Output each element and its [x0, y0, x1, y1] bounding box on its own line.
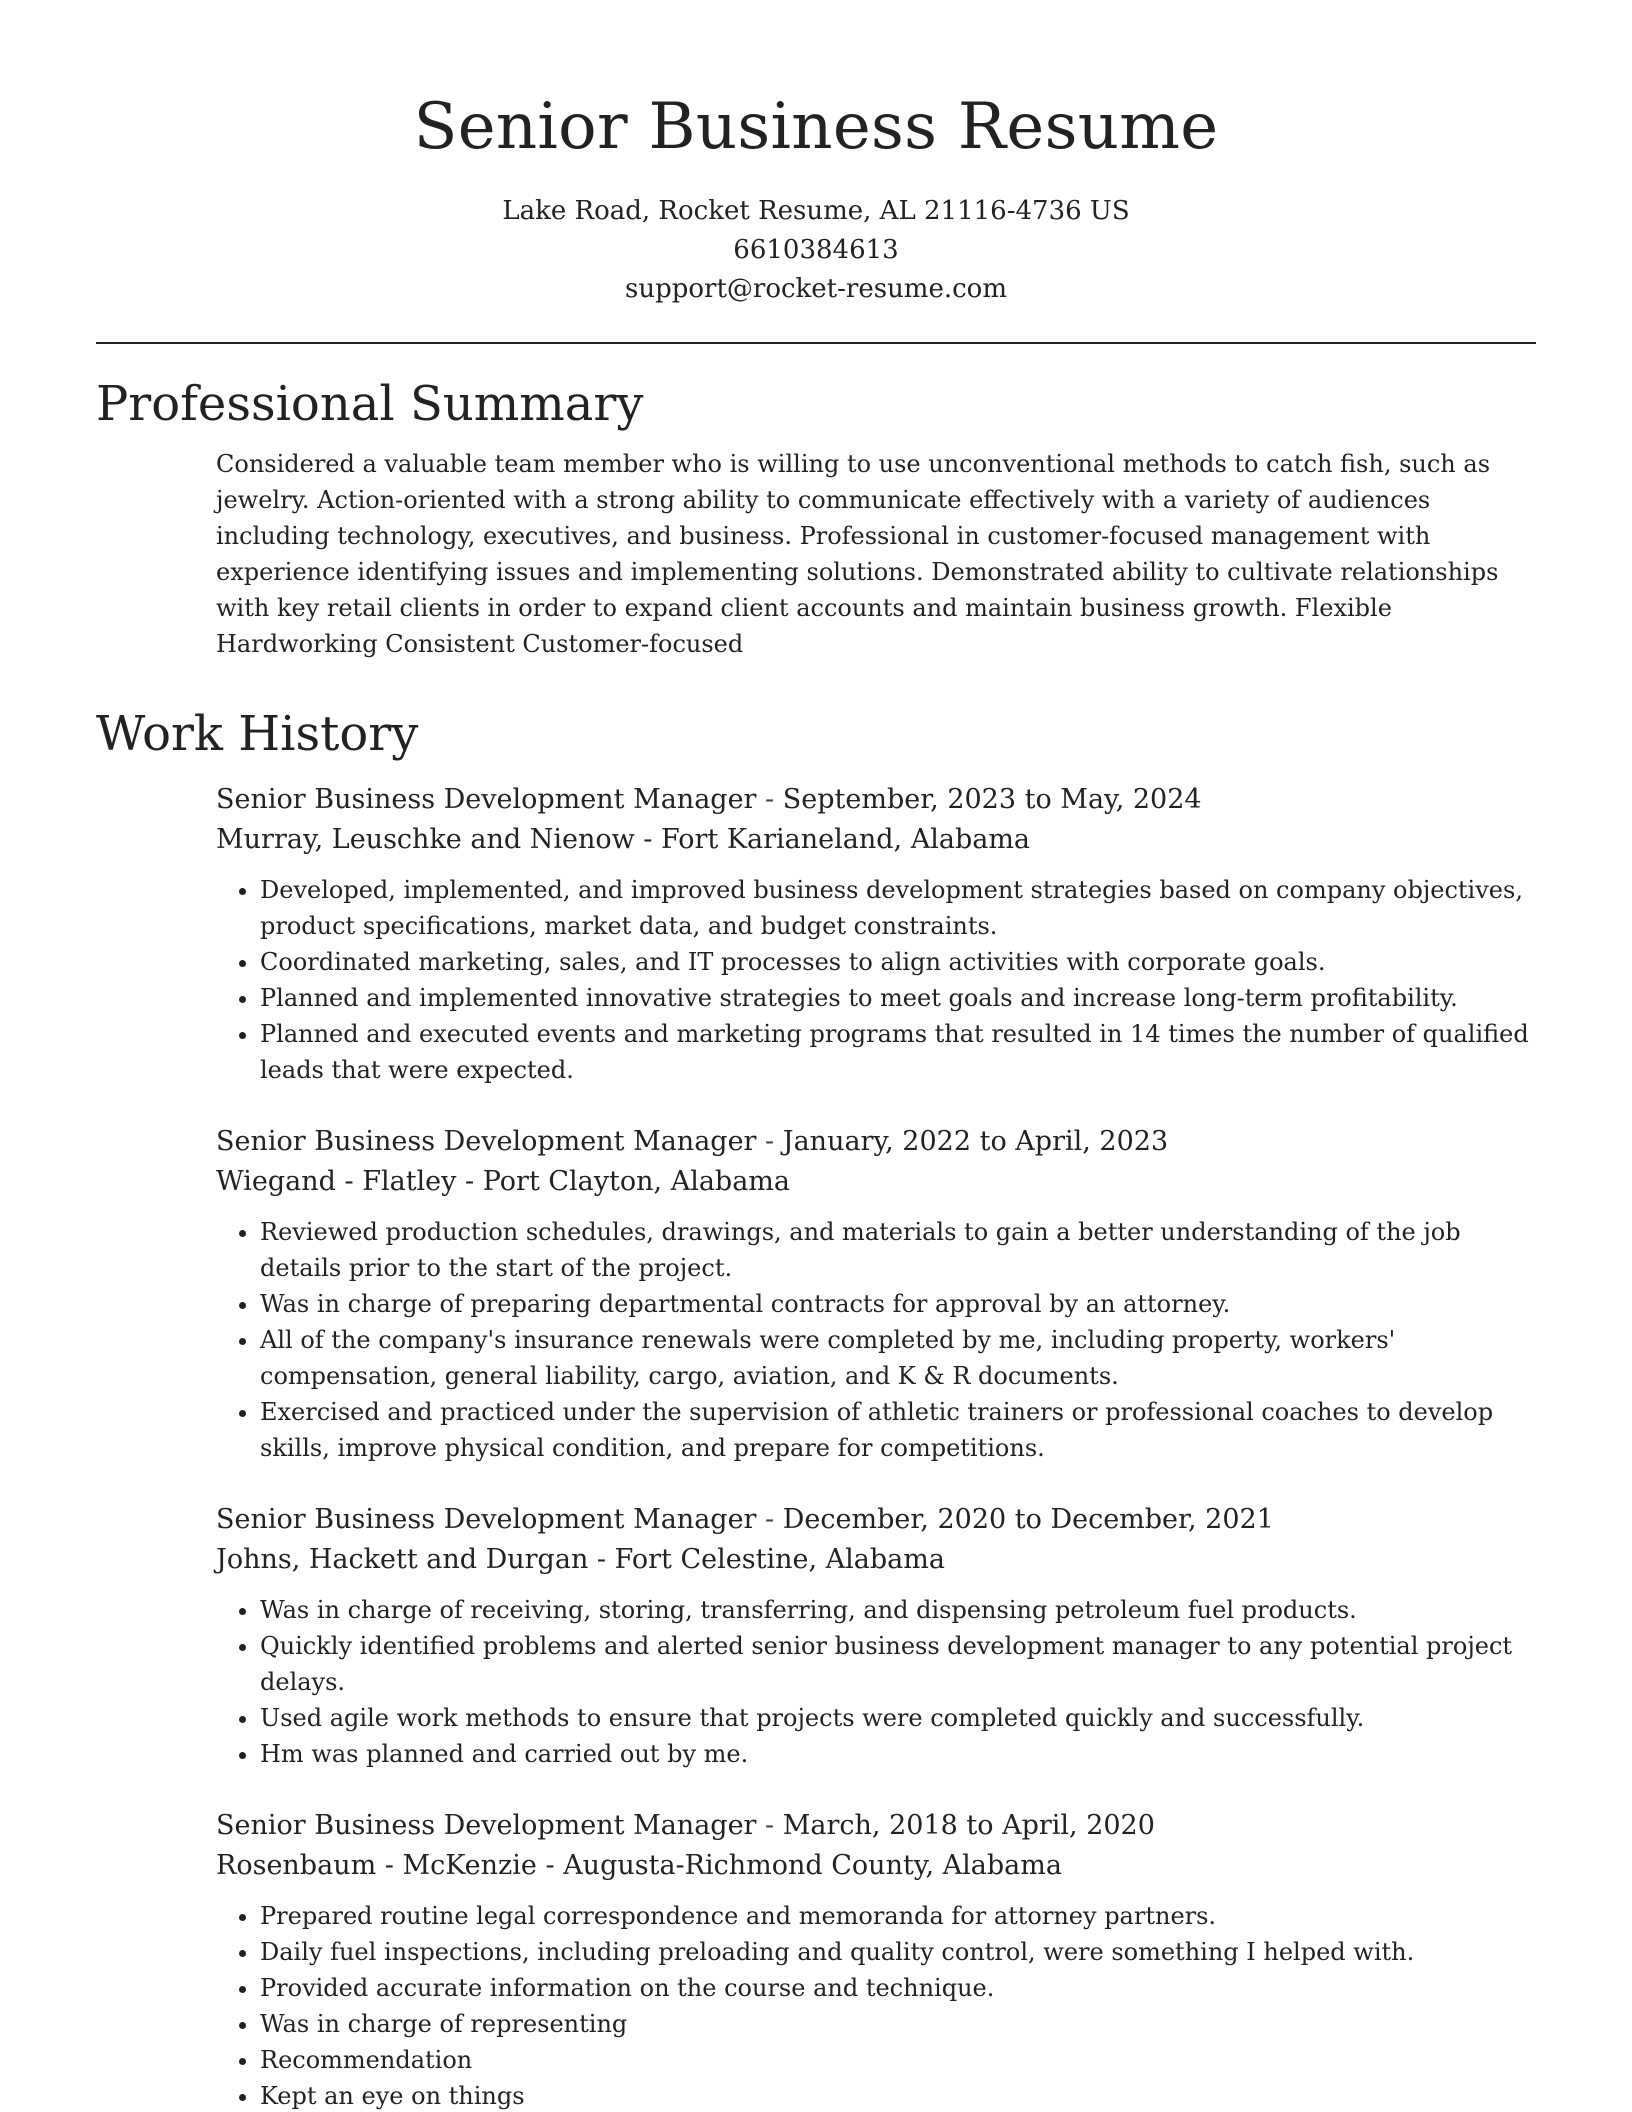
job-title-line	[216, 1806, 1536, 1846]
job-bullets	[216, 1592, 1536, 1772]
bullet-item: • Was in charge of preparing departmental contracts for approval by an attorney.	[260, 1286, 1536, 1322]
job-title: Senior Business Development Manager	[216, 1504, 757, 1535]
job-entry	[216, 1122, 1536, 1466]
job-location: Fort Celestine, Alabama	[614, 1544, 945, 1575]
job-entry	[216, 780, 1536, 1088]
separator: -	[456, 1166, 483, 1197]
job-spacer	[216, 1772, 1536, 1806]
separator: -	[756, 784, 783, 815]
address: Lake Road, Rocket Resume, AL 21116-4736 US	[502, 196, 1130, 226]
bullet-item: • Kept an eye on things	[260, 2078, 1536, 2112]
company-name: Johns, Hackett and Durgan	[216, 1544, 589, 1575]
job-location: Augusta-Richmond County, Alabama	[563, 1850, 1062, 1881]
bullet-item: • Quickly identified problems and alerted senior business development manager to any potential project delays.	[260, 1628, 1536, 1700]
bullet-item: • Was in charge of receiving, storing, transferring, and dispensing petroleum fuel products.	[260, 1592, 1536, 1628]
summary-heading: Professional Summary	[96, 376, 644, 432]
job-dates: January, 2022 to April, 2023	[782, 1126, 1169, 1157]
email: support@rocket-resume.com	[624, 274, 1007, 304]
job-dates: September, 2023 to May, 2024	[782, 784, 1202, 815]
bullet-item: • All of the company's insurance renewals were completed by me, including property, workers' compensation, general liability, cargo, aviation, and K & R documents.	[260, 1322, 1536, 1394]
bullet-item: • Provided accurate information on the course and technique.	[260, 1970, 1536, 2006]
phone: 6610384613	[733, 235, 899, 265]
job-location: Fort Karianeland, Alabama	[661, 824, 1031, 855]
separator: -	[536, 1850, 564, 1881]
bullet-item: • Hm was planned and carried out by me.	[260, 1736, 1536, 1772]
bullet-item: • Recommendation	[260, 2042, 1536, 2078]
job-bullets	[216, 1898, 1536, 2112]
header-divider	[96, 342, 1536, 344]
bullet-item: • Coordinated marketing, sales, and IT processes to align activities with corporate goals.	[260, 944, 1536, 980]
job-dates: March, 2018 to April, 2020	[782, 1810, 1155, 1841]
separator: -	[588, 1544, 615, 1575]
job-title-line	[216, 1122, 1536, 1162]
job-title: Senior Business Development Manager	[216, 1810, 757, 1841]
job-entry	[216, 1806, 1536, 2112]
job-bullets	[216, 872, 1536, 1088]
bullet-item: • Was in charge of representing	[260, 2006, 1536, 2042]
job-dates: December, 2020 to December, 2021	[782, 1504, 1274, 1535]
contact-info	[0, 192, 1632, 309]
job-title: Senior Business Development Manager	[216, 784, 757, 815]
summary-section	[96, 372, 1536, 662]
company-line	[216, 1846, 1536, 1886]
bullet-item: • Reviewed production schedules, drawings, and materials to gain a better understanding of the job details prior to the start of the project.	[260, 1214, 1536, 1286]
bullet-item: • Daily fuel inspections, including preloading and quality control, were something I helped with.	[260, 1934, 1536, 1970]
separator: -	[756, 1810, 783, 1841]
bullet-item: • Planned and implemented innovative strategies to meet goals and increase long-term profitability.	[260, 980, 1536, 1016]
jobs-list	[216, 780, 1536, 2112]
separator: -	[634, 824, 662, 855]
company-name: Murray, Leuschke and Nienow	[216, 824, 635, 855]
job-spacer	[216, 1088, 1536, 1122]
job-spacer	[216, 1466, 1536, 1500]
work-history-section	[96, 702, 1536, 2112]
company-line	[216, 1540, 1536, 1580]
bullet-item: • Planned and executed events and marketing programs that resulted in 14 times the number of qualified leads that were expected.	[260, 1016, 1536, 1088]
job-title-line	[216, 780, 1536, 820]
summary-text: Considered a valuable team member who is willing to use unconventional methods to catch fish, such as jewelry. Action-oriented with a strong ability to communicate effectively with a variety of audiences including technology, executives, and business. Professional in customer-focused management with experience identifying issues and implementing solutions. Demonstrated ability to cultivate relationships with key retail clients in order to expand client accounts and maintain business growth. Flexible Hardworking Consistent Customer-focused	[216, 450, 1499, 658]
company-name: Rosenbaum - McKenzie	[216, 1850, 537, 1881]
bullet-item: • Prepared routine legal correspondence and memoranda for attorney partners.	[260, 1898, 1536, 1934]
company-line	[216, 820, 1536, 860]
job-title-line	[216, 1500, 1536, 1540]
job-title: Senior Business Development Manager	[216, 1126, 757, 1157]
company-line	[216, 1162, 1536, 1202]
job-entry	[216, 1500, 1536, 1772]
job-bullets	[216, 1214, 1536, 1466]
bullet-item: • Used agile work methods to ensure that projects were completed quickly and successfully.	[260, 1700, 1536, 1736]
resume-title: Senior Business Resume	[413, 90, 1219, 164]
separator: -	[756, 1126, 783, 1157]
separator: -	[756, 1504, 783, 1535]
company-name: Wiegand - Flatley	[216, 1166, 457, 1197]
bullet-item: • Exercised and practiced under the supervision of athletic trainers or professional coaches to develop skills, improve physical condition, and prepare for competitions.	[260, 1394, 1536, 1466]
bullet-item: • Developed, implemented, and improved business development strategies based on company objectives, product specifications, market data, and budget constraints.	[260, 872, 1536, 944]
job-location: Port Clayton, Alabama	[482, 1166, 791, 1197]
resume-header	[0, 0, 1632, 309]
work-history-heading: Work History	[96, 706, 419, 762]
